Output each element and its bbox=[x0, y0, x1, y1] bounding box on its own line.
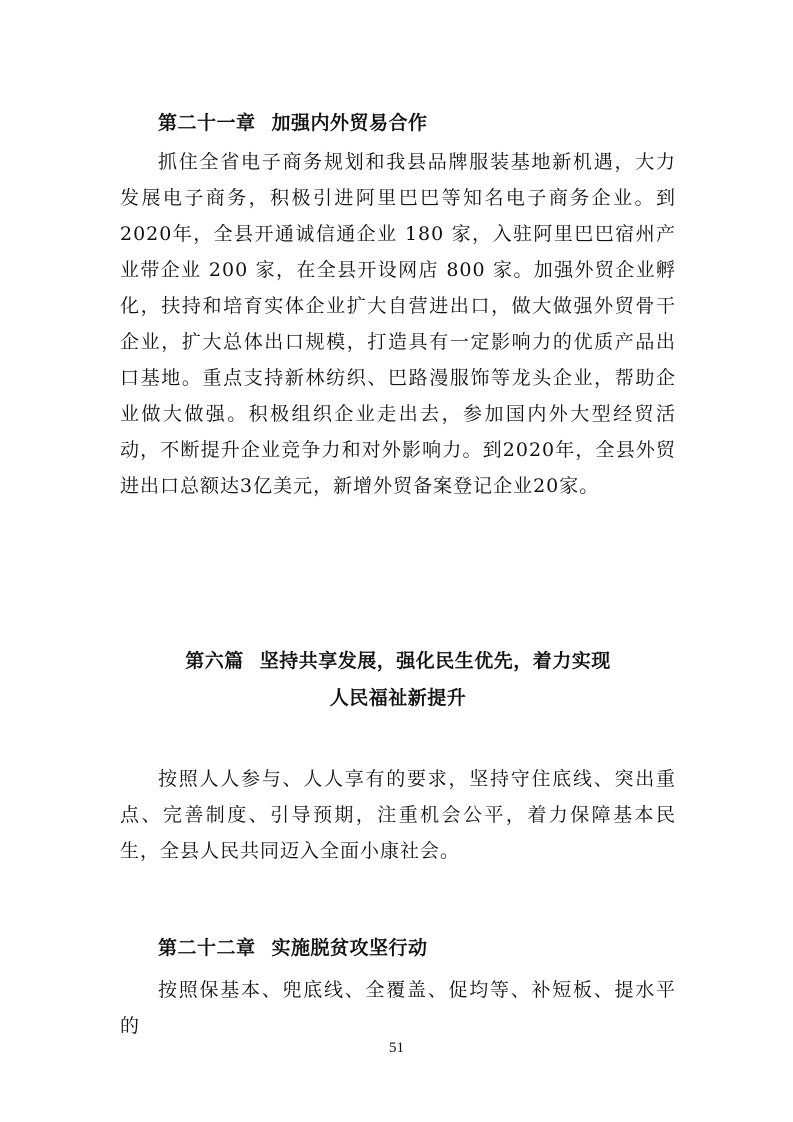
chapter-21-body: 抓住全省电子商务规划和我县品牌服装基地新机遇，大力发展电子商务，积极引进阿里巴巴等知名电子商务企业。到2020年，全县开通诚信通企业 180 家，入驻阿里巴巴宿州产业带企业 200 家，在全县开设网店 800 家。加强外贸企业孵化，扶持和培育实体企业扩大自营进出口，做大做强外贸骨干企业，扩大总体出口规模，打造具有一定影响力的优质产品出口基地。重点支持新林纺织、巴路漫服饰等龙头企业，帮助企业做大做强。积极组织企业走出去，参加国内外大型经贸活动，不断提升企业竞争力和对外影响力。到2020年，全县外贸进出口总额达3亿美元，新增外贸备案登记企业20家。 bbox=[120, 151, 676, 497]
part-6-title bbox=[120, 643, 676, 717]
page-number: 51 bbox=[389, 1040, 404, 1056]
part-6-title-line-1 bbox=[120, 643, 676, 680]
part-6-title-line-2: 人民福祉新提升 bbox=[329, 687, 467, 709]
chapter-22-title: 实施脱贫攻坚行动 bbox=[271, 937, 428, 959]
chapter-22-number: 第二十二章 bbox=[158, 937, 256, 959]
chapter-21-number: 第二十一章 bbox=[158, 112, 256, 134]
part-6-title-text: 坚持共享发展，强化民生优先，着力实现 bbox=[259, 650, 611, 672]
chapter-21-heading bbox=[158, 110, 428, 136]
chapter-22-heading bbox=[158, 935, 428, 961]
chapter-22-body: 按照保基本、兜底线、全覆盖、促均等、补短板、提水平的 bbox=[120, 979, 676, 1037]
chapter-21-title: 加强内外贸易合作 bbox=[271, 112, 428, 134]
part-6-body: 按照人人参与、人人享有的要求，坚持守住底线、突出重点、完善制度、引导预期，注重机会公平，着力保障基本民生，全县人民共同迈入全面小康社会。 bbox=[120, 768, 676, 862]
part-6-number: 第六篇 bbox=[185, 650, 244, 672]
